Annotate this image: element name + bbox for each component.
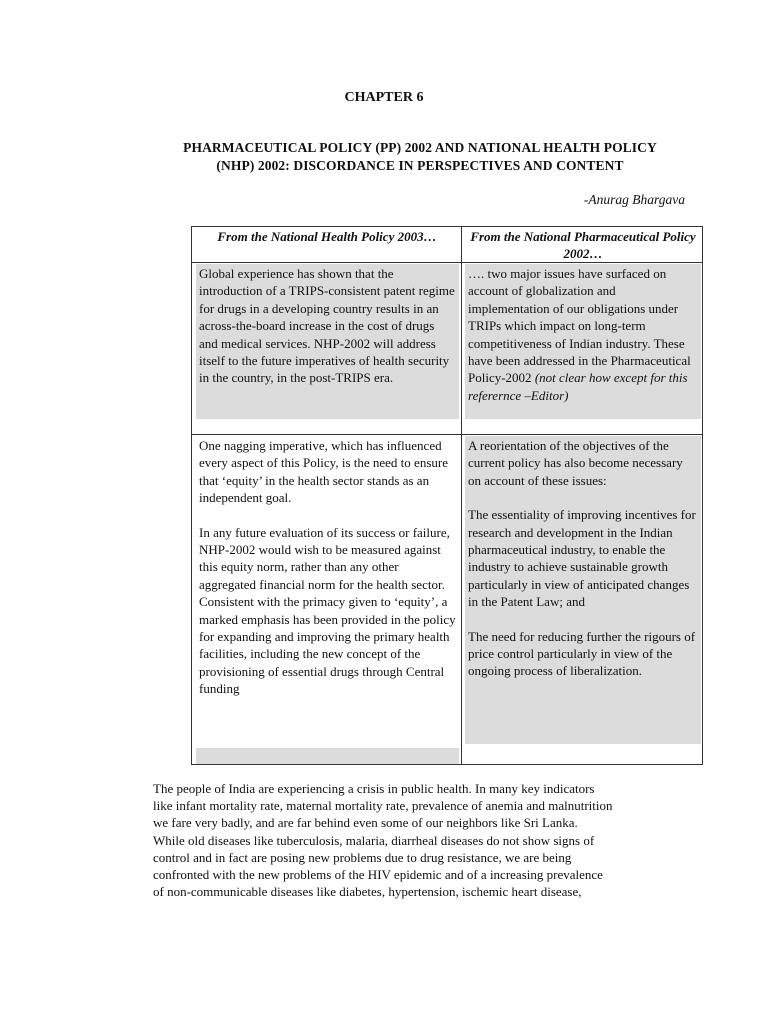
- body-line: control and in fact are posing new problems due to drug resistance, we are being: [153, 849, 572, 865]
- cell-text: Global experience has shown that the introduction of a TRIPS-consistent patent regime for drugs in a developing country results in an across-the-board increase in the cost of drugs and medical services. NHP-2002 will address itself to the future imperatives of health security in the country, in the post-TRIPS era.: [199, 266, 455, 386]
- cell-paragraph-1: One nagging imperative, which has influenced every aspect of this Policy, is the need to ensure that ‘equity’ in the health sector stands as an independent goal.: [199, 438, 448, 506]
- header-national-health-policy: From the National Health Policy 2003…: [217, 229, 437, 244]
- cell-paragraph-3: The need for reducing further the rigours of price control particularly in view of the ongoing process of liberalization.: [468, 628, 696, 679]
- chapter-title: [140, 139, 700, 175]
- cell-pp-trips: [465, 264, 701, 419]
- cell-nhp-trips: [196, 264, 459, 419]
- cell-paragraph-2: In any future evaluation of its success or failure, NHP-2002 would wish to be measured against this equity norm, rather than any other aggregated financial norm for the health sector. Consistent with the primacy given to ‘equity’, a marked emphasis has been provided in the policy for expanding and improving the primary health facilities, including the new concept of the provisioning of essential drugs through Central funding: [199, 524, 456, 697]
- body-line: we fare very badly, and are far behind even some of our neighbors like Sri Lanka.: [153, 815, 578, 831]
- table-header-divider: [192, 262, 702, 263]
- cell-paragraph-1: A reorientation of the objectives of the current policy has also become necessary on account of these issues:: [468, 438, 683, 488]
- chapter-title-line-1: PHARMACEUTICAL POLICY (PP) 2002 AND NATIONAL HEALTH POLICY: [183, 140, 657, 155]
- cell-pp-reorientation: [465, 436, 701, 744]
- header-national-pharmaceutical-policy: From the National Pharmaceutical Policy 2002…: [470, 229, 696, 261]
- table-row-divider: [192, 434, 702, 435]
- body-line: While old diseases like tuberculosis, malaria, diarrheal diseases do not show signs of: [153, 832, 595, 848]
- chapter-title-line-2: (NHP) 2002: DISCORDANCE IN PERSPECTIVES AND CONTENT: [216, 158, 624, 173]
- table-column-divider: [461, 227, 462, 764]
- policy-comparison-table: [191, 226, 703, 765]
- cell-text: [468, 265, 698, 404]
- cell-shade-band: [196, 748, 459, 764]
- author-byline: -Anurag Bhargava: [583, 192, 685, 207]
- cell-paragraph-2: The essentiality of improving incentives for research and development in the Indian pharmaceutical industry, to enable the industry to achieve sustainable growth particularly in view of anticipated changes in the Patent Law; and: [468, 507, 696, 610]
- body-line: like infant mortality rate, maternal mortality rate, prevalence of anemia and malnutrition: [153, 798, 613, 814]
- chapter-heading: CHAPTER 6: [344, 90, 424, 105]
- body-paragraph: [153, 780, 693, 900]
- cell-nhp-equity: [196, 436, 459, 730]
- body-line: of non-communicable diseases like diabetes, hypertension, ischemic heart disease,: [153, 884, 582, 900]
- body-line: The people of India are experiencing a crisis in public health. In many key indicators: [153, 781, 595, 796]
- body-line: confronted with the new problems of the HIV epidemic and of a increasing prevalence: [153, 867, 603, 883]
- editor-note: (not clear how except for this referernce –Editor): [468, 370, 688, 403]
- cell-text-main: …. two major issues have surfaced on account of globalization and implementation of our obligations under TRIPs which impact on long-term competitiveness of Indian industry. These have been addressed in the Pharmaceutical Policy-2002: [468, 266, 691, 386]
